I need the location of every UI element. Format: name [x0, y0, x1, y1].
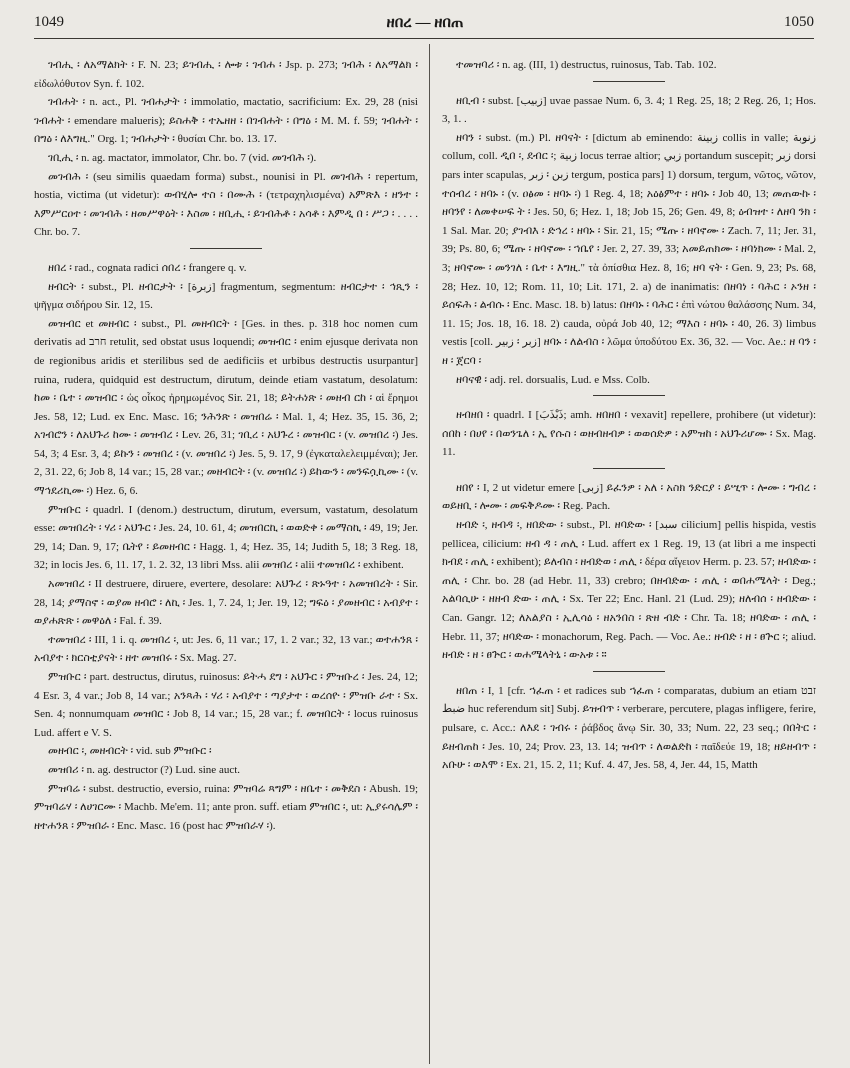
- right-column: [442, 56, 816, 1064]
- dictionary-entry: ዘበረ ፡ rad., cognata radici ሰበረ ፡ frangere q. v.: [48, 261, 247, 274]
- dictionary-entry: ዘብርት ፡ subst., Pl. ዘብርታት ፡ [زبرة] fragmentum, segmentum: ዘብርታተ ፡ ኅጺን ፡ ψῆγμα σιδήρου Sir. 12, 15.: [34, 280, 418, 312]
- entry-separator: [593, 671, 665, 672]
- dictionary-entry: ገቢሒ ፡ n. ag. mactator, immolator, Chr. bo. 7 (vid. መገብሕ ፡).: [48, 151, 317, 164]
- page-number-left: 1049: [34, 14, 64, 30]
- dictionary-entry: ተመዝበረ ፡ III, 1 i. q. መዝበረ ፡, ut: Jes. 6, 11 var.; 17, 1. 2 var.; 32, 13 var.; ወተሐንጸ ፡ አብያተ ፡ ክርስቲያናት ፡ ዘተ መዝበሩ ፡ Sx. Mag. 27.: [34, 633, 418, 665]
- dictionary-entry: ዘብድ ፡, ዘብዳ ፡, ዘበድው ፡ subst., Pl. ዘባድው ፡ [سبد cilicium] pellis hispida, vestis pellicea, cilicium: ዘብ ዳ ፡ ጠሊ ፡ Lud. affert ex 1 Reg. 19, 13 (at libri a me inspecti ክብደ ፡ ጠሊ ፡ exhibent); ይለብስ ፡ ዘብድወ ፡ ጠሊ ፡ δέρα αἴγειον Herm. p. 23. 57; ዘብድው ፡ ጠሊ ፡ Chr. bo. 28 (ad Hebr. 11, 33) crebro; በዘብድው ፡ ጠሊ ፡ ወበሐሜላት ፡ Deg.; አልባሲሁ ፡ ዘዘብ ድው ፡ ጠሊ ፡ Sx. Ter 22; Enc. Hanl. 21 (Lud. 29); ዘለብሰ ፡ ዘብድው ፡ Can. Gangr. 12; ለአልያስ ፡ ኢሊሳዕ ፡ ዘአንበስ ፡ ጽዘ ብድ ፡ Chr. Ta. 18; ዘባድው ፡ ጠሊ ፡ Hebr. 11, 37; ዘባድው ፡ monachorum, Reg. Pach. — Voc. Ae.: ዘብድ ፡ ዘ ፡ ፀጕር ፡; aliud. ዘብድ ፡ ዘ ፡ ፀጕር ፡ ወሐሜላትኒ ፡ ውአቱ ፡ ።: [442, 519, 816, 662]
- dictionary-entry: ገብሒ ፡ ለአማልክት ፡ F. N. 23; ይገብሒ ፡ ሎቱ ፡ ገብሐ ፡ Jsp. p. 273; ገብሕ ፡ ለአማልክ ፡ εἰδωλόθυτον Syn. f. 102.: [34, 59, 418, 90]
- dictionary-entry: ዘብዘበ ፡ quadrl. I [ذَبْذَبَ; amh. ዘበዘበ ፡ vexavit] repellere, prohibere (ut videtur): ሰበከ ፡ በሀየ ፡ በወንጌለ ፡ ኢ የሱስ ፡ ወዘብዘብዎ ፡ ወወሰድዎ ፡ አምዝከ ፡ አህጉሪሆሙ ፡ Sx. Mag. 11.: [442, 409, 816, 459]
- column-divider: [429, 44, 430, 1064]
- entry-separator: [593, 468, 665, 469]
- dictionary-entry: ገብሐት ፡ n. act., Pl. ገብሐታት ፡ immolatio, mactatio, sacrificium: Ex. 29, 28 (nisi ገብሐት ፡ emendare malueris); ይስሐቅ ፡ ተኤዘዘ ፡ በገብሐት ፡ በግዕ ፡ M. M. f. 59; ገብሐት ፡ በግዕ ፡ ለእግዚ." Org. 1; ገብሐታት ፡ θυσίαι Chr. bo. 13. 17.: [34, 96, 418, 146]
- entry-separator: [190, 248, 262, 249]
- dictionary-entry: መዘብር ፡, መዘብርት ፡ vid. sub ምዝቡር ፡: [48, 745, 212, 758]
- page-number-right: 1050: [784, 14, 814, 30]
- dictionary-entry: አመዝበረ ፡ II destruere, diruere, evertere, desolare: አህጉረ ፡ ጽኑዓተ ፡ አመዝበረት ፡ Sir. 28, 14; ያማስኖ ፡ ወያመ ዘብሮ ፡ ለኪ ፡ Jes. 1, 7. 24, 1; Jer. 19, 12; ግፍዕ ፡ ያመዘብር ፡ አብያተ ፡ ወያሐጽጽ ፡ መዋዕለ ፡ Fal. f. 39.: [34, 578, 418, 628]
- header-title: ዘበረ — ዘበጠ: [386, 15, 464, 31]
- entry-separator: [593, 395, 665, 396]
- dictionary-entry: ተመዝባሪ ፡ n. ag. (III, 1) destructus, ruinosus, Tab. Tab. 102.: [456, 59, 717, 71]
- dictionary-entry: ዘበየ ፡ I, 2 ut videtur emere [زبى] ይፈንዎ ፡ አለ ፡ አስክ ንድርያ ፡ ይሢጥ ፡ ሎሙ ፡ ግብረ ፡ ወይዘቢ ፡ ሎሙ ፡ መፍቅዶሙ ፡ Reg. Pach.: [442, 481, 816, 513]
- entry-separator: [593, 81, 665, 82]
- dictionary-entry: መዝበሪ ፡ n. ag. destructor (?) Lud. sine auct.: [48, 763, 241, 776]
- running-header: [0, 14, 850, 36]
- dictionary-entry: መገብሕ ፡ (seu similis quaedam forma) subst., nounisi in Pl. መገብሕ ፡ repertum, hostia, victima (ut videtur): ወብሂሎ ተስ ፡ በሙሕ ፡ (τετραχηλισμένα) አምጽእ ፡ ዘንተ ፡ እምሥርዐተ ፡ መገብሕ ፡ ዘመሥዋዕት ፡ እስመ ፡ ዘቢሒ ፡ ይገብሕቶ ፡ አሳቶ ፡ እምዲ በ ፡ ሥጋ ፡ . . . . Chr. bo. 7.: [34, 170, 418, 239]
- left-column: [34, 56, 418, 1064]
- dictionary-entry: ምዝባሬ ፡ subst. destructio, eversio, ruina: ምዝባሬ ጻግም ፡ ዘቤተ ፡ መቅደስ ፡ Abush. 19; ምዝባሬሃ ፡ ለሀገርሙ ፡ Machb. Me'em. 11; ante pron. suff. etiam ምዝበር ፡, ut: ኢያሩሳሌም ፡ ዘተሐንጸ ፡ ምዝበራ ፡ Enc. Masc. 16 (post hac ምዝበራሃ ፡).: [34, 782, 418, 832]
- dictionary-entry: ዘቢብ ፡ subst. [زبيب] uvae passae Num. 6, 3. 4; 1 Reg. 25, 18; 2 Reg. 26, 1; Hos. 3, 1. .: [442, 94, 816, 126]
- dictionary-entry: መዝብር et መዘብር ፡ subst., Pl. መዘብርት ፡ [Ges. in thes. p. 318 hoc nomen cum derivatis ad חרב retulit, sed obstat usus loquendi; መዝብር ፡ enim ejusque derivata non de regionibus aridis et sterilibus sed de aedificiis et urbibus destructis usurpantur] ruina, rudera, quidquid est destructum, dirutum, deinde etiam vastatum, desolatum: ከመ ፡ ቤተ ፡ መዝብር ፡ ὡς οἶκος ἠρημωμένος Sir. 21, 18; ይትሐነጽ ፡ መዘብ ርከ ፡ αἱ ἔρημοι Jes. 58, 12; Lud. ex Enc. Masc. 16; ንሕንጽ ፡ መዝበሬ ፡ Mal. 1, 4; Hez. 35, 15. 36, 2; አገብሮን ፡ ለአህጉሪ ከሙ ፡ መዝብረ ፡ Lev. 26, 31; ገቢረ ፡ አህጉረ ፡ መዝብር ፡ (v. መዝበረ ፡) Jes. 54, 3; 4 Esr. 3, 4; ይኩን ፡ መዝበረ ፡ (v. መዝበረ ፡) Jes. 5, 9. 17, 9 (ἐγκαταλελειμμέναι); Jer. 2, 31. 22, 6; Job 8, 14 var.; 15, 28 var.; መዘብርት ፡ (v. መዝበረ ፡) ይከውን ፡ መንፍሷኪሙ ፡ (v. ማኅደሪኪሙ ፡) Hez. 6, 6.: [34, 317, 418, 498]
- dictionary-entry: ዘባናዊ ፡ adj. rel. dorsualis, Lud. e Mss. Colb.: [456, 373, 650, 386]
- dictionary-entry: ዘበጠ ፡ I, 1 [cfr. ኀፈጠ ፡ et radices sub ኀፈጠ ፡ comparatas, dubium an etiam זבט ضبط huc referendum sit] Subj. ይዝብጥ ፡ verberare, percutere, plagas infligere, ferire, pulsare, c. Acc.: ለእደ ፡ ገብሩ ፡ ῥάβδος ἄνῳ Sir. 30, 33; Num. 22, 23 seq.; በበትር ፡ ይዘብጠከ ፡ Jes. 10, 24; Prov. 23, 13. 14; ዝብጥ ፡ ለወልድከ ፡ παῖδεύε 19, 18; ዘይዘብጥ ፡ አቡሁ ፡ ወእሞ ፡ Ex. 21, 15. 2, 11; Kuf. 4. 47, Jes. 58, 4, Jer. 44, 15, Matth: [442, 684, 816, 772]
- header-rule: [34, 38, 814, 39]
- dictionary-entry: ምዝቡር ፡ quadrl. I (denom.) destructum, dirutum, eversum, vastatum, desolatum esse: መዝበረት ፡ ሃሪ ፡ አህጉር ፡ Jes. 24, 10. 61, 4; መዝበርኪ ፡ ወወድቀ ፡ መማስኪ ፡ 49, 19; Jer. 29, 14; Dan. 9, 17; ቤትየ ፡ ይመዘብር ፡ Hagg. 1, 4; Hez. 35, 14; Judith 5, 18; 3 Reg. 18, 32; in locis Jes. 6, 11. 17, 1. 2. 32, 13 libri Mss. alii መዝበረ ፡ alii ተመዝበረ ፡ exhibent.: [34, 503, 418, 572]
- dictionary-entry: ምዝቡር ፡ part. destructus, dirutus, ruinosus: ይትሓ ደግ ፡ አህጉር ፡ ምዝቡረ ፡ Jes. 24, 12; 4 Esr. 3, 4 var.; Job 8, 14 var.; አንጻሕ ፡ ሃሪ ፡ አብያተ ፡ ጣያታተ ፡ ወረሰዮ ፡ ምዝቡ ራተ ፡ Sx. Sen. 4; nonnumquam መዝበር ፡ Job 8, 14 var.; 15, 28 var.; f. መዝበርት ፡ locus ruinosus Lud. affert e V. S.: [34, 671, 418, 739]
- dictionary-entry: ዘባን ፡ subst. (m.) Pl. ዘባናት ፡ [dictum ab eminendo: زبينة collis in valle; زنوبة collum, coll. ዲበ ፡, ደብር ፡; زبية locus terrae altior; زبي portandum suscepit; زبر dorsi pars inter scapulas, زبر ፡ زبن tergum, postica pars] 1) dorsum, tergum, νῶτος, νῶτον, ተሰብረ ፡ ዘባኑ ፡ (v. ዐፅመ ፡ ዘባኑ ፡) 1 Reg. 4, 18; አዕፅምተ ፡ ዘባኑ ፡ Job 40, 13; መጠውኩ ፡ ዘባንየ ፡ ለመቀሠፍ ት ፡ Jes. 50, 6; Hez. 1, 18; Job 15, 26; Gen. 49, 8; ዕብዝተ ፡ ለዘባ ንክ ፡ 1 Sal. Mar. 20; ያገብእ ፡ ድኅረ ፡ ዘባኑ ፡ Sir. 21, 15; ሜጡ ፡ ዘባኖሙ ፡ Zach. 7, 11; Jer. 31, 39; Ps. 80, 6; ሜጡ ፡ ዘባኖሙ ፡ ኀቤየ ፡ Jer. 2, 27. 39, 33; አመይጠክሙ ፡ ዘባነክሙ ፡ Mal. 2, 3; ዘባኖሙ ፡ መንገለ ፡ ቤተ ፡ እግዚ." τὰ ὀπίσθια Hez. 8, 16; ዘባ ናት ፡ Gen. 9, 23; Ps. 68, 28; Hez. 10, 12; Rom. 11, 10; Lit. 171, 2. a) de inanimatis: በዘባነ ፡ ባሕር ፡ ኦንዘ ፡ ይሰፍሕ ፡ ልብሱ ፡ Enc. Masc. 18. b) latus: በዘባኑ ፡ ባሕር ፡ ἐπὶ νώτου θαλάσσης Num. 34, 11. 15; Jos. 18, 16. 18. 2) cauda, οὐρά Job 40, 12; ማእስ ፡ ዘባኑ ፡ 40, 26. 3) limbus vestis [coll. زبير ፡ زبر] ዘባኑ ፡ ለልብስ ፡ λῶμα ὑποδύτου Ex. 36, 32. — Voc. Ae.: ዘ ባን ፡ ዘ ፡ ጀርባ ፡: [442, 131, 816, 367]
